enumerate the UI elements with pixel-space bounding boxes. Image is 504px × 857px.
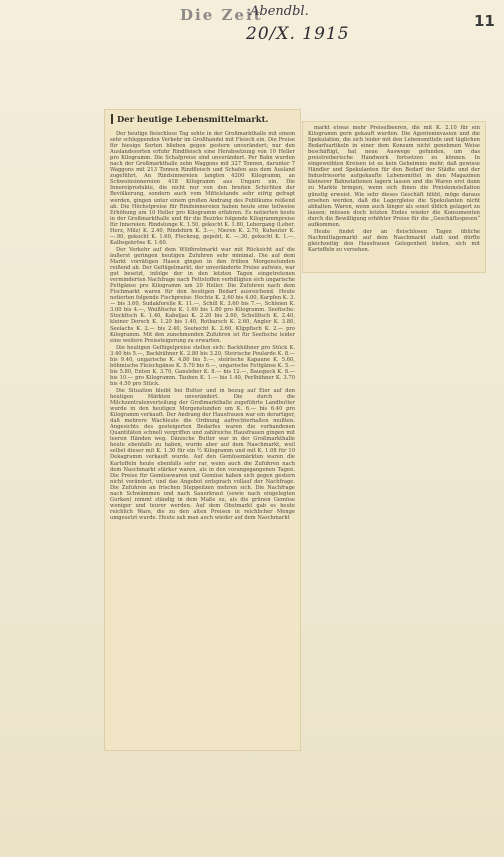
article-left-column <box>105 128 300 525</box>
paragraph: Die Situation bleibt bei Butter und in bezug auf Eier auf den heutigen Märkten unverändert. Die durch die Milchzentralenverteilung der Großmarkthalle zugeführte Landbutter wurde in den heutigen Morgenstunden um K. 6.— bis 6.40 pro Kilogramm verkauft. Der Andrang der Hausfrauen war ein derartiger, daß mehrere Wachleute die Ordnung aufrechterhalten mußten. Angesichts des gesteigerten Bedarfes waren die vorhandenen Quantitäten schnell vergriffen und zahlreiche Hausfrauen gingen mit leeren Händen weg. Dänische Butter war in der Großmarkthalle heute ebenfalls zu haben, wurde aber auf dem Naschmarkt, weil selbst dieser mit K. 1.30 für ein ½ Kilogramm und mit K. 1.08 für 10 Dekagramm verkauft wurde. Auf den Gemüsemärkten waren die Kartoffeln heute ebenfalls sehr rar, wenn auch die Zufuhren nach dem Naschmarkt stärker waren, als in den vorangegangenen Tagen. Die Preise für Gemüsewaren und Gemüse haben sich gegen gestern nicht verändert, und das Angebot entsprach vollauf der Nachfrage. Die Zufuhren an frischen Steppeilzen mehren sich. Die Nachfrage nach Schwämmen und nach Sauerkraut (sowie nach eingelegten Gurken) nimmt ständig in dem Maße zu, als die grünen Gemüse weniger und teurer werden. Auf dem Obstmarkt gab es heute reichlich Ware, die zu den alten Preisen in reichlicher Menge umgesetzt wurde. Heute sah man auch wieder auf dem Naschmarkt <box>110 387 295 521</box>
article-clipping-right <box>303 122 485 272</box>
handwritten-place-note: Abendbl. <box>250 4 309 19</box>
page-number: 11 <box>474 12 495 30</box>
paragraph: Der heutige fleischlose Tag sehte in der Großmarkthalle mit einem sehr schleppenden Verkehr im Großhandel mit Fleisch ein. Die Preise für hiesige Sorten blieben gegen gestern unverändert; nur den Auslandssorten erfuhr Rindfleisch eine Herabsetzung von 10 Heller pro Kilogramm. Die Schafpreise sind unverändert. Per Bahn wurden nach der Großmarkthalle zehn Waggons mit 327 Tonnen, darunter 7 Waggons mit 213 Tonnen Rindfleisch und Schafen aus dem Ausland zugeführt. An Rindsinnereien langten 4200 Kilogramm, an Schweinsinnereien 418 Kilogramm aus Ungarn ein. Die Innereiprodukte, die nicht nur von den breiten Schichten der Bevölkerung, sondern auch vom Mittelstande sehr eifrig gefragt werden, gingen unter einem großen Andrang des Publikums reißend ab. Die Höchstpreise für Rindsinnereien haben heute eine teilweise Erhöhung um 10 Heller pro Kilogramm erfahren. Es notierten heute in der Großmarkthalle und für die Bezirke folgende Kilogrammpreise für Innereien: Rindslunge K. 1.50, gekocht K. 1.80, Lebergang (Leber, Herz, Milz) K. 2.40, Rindshirn K. 3.—, Nieren K. 2.70, Kuheuter K. —.90, gekocht K. 1.60, Fleckzug, gepuht, K. —.30, gekocht K. 1.—, Kalbsgekröse K. 1.60. <box>110 131 295 246</box>
paragraph: Die heutigen Geflügelpreise stellen sich: Backhühner pro Stück K. 3.40 bis 5.—, Backhühner K. 2.80 bis 3.20, Steirische Poularde K. 8.— bis 9.40, ungarische K. 4.80 bis 5.—, steirische Kapaune K. 5.60, böhmische Fleischgänse K. 5.70 bis 6.—, ungarische Fettgänse K. 5.— bis 5.80, Enten K. 3.70, Gansleber K. 8.— bis 12.—, Bauspeck K. 8.— bis 10.— pro Kilogramm. Tauben K. 1.— bis 1.40, Perlhühner K. 3.70 bis 4.50 pro Stück. <box>110 344 295 387</box>
newspaper-masthead: Die Zeit <box>180 6 263 24</box>
paragraph: Der Verkehr auf dem Wildbretmarkt war mit Rücksicht auf die äußerst geringen heutigen Zufuhren sehr minimal. Die auf dem Markt vorrätigen Hasen gingen in den frühen Morgenstunden reißend ab. Der Geflügelmarkt, der unveränderte Preise aufwies, war gut besetzt, infolge der in den letzten Tagen eingetretenen verminderten Nachfrage nach Fettstoffen verbilligten sich ungarische Fettgänse pro Kilogramm um 20 Heller. Die Zufuhren nach dem Fischmarkt waren für den heutigen Bedarf ausreichend. Heute notierten folgende Fischpreise: Hechte K. 2.60 bis 4.00, Karpfen K. 3.— bis 3.60, Sudakforelle K. 11.—, Schill K. 3.60 bis 7.—, Schleien K. 3.00 bis 4.—, Weißfische K. 1.60 bis 1.80 pro Kilogramm. Seefische: Stockfisch K. 1.40, Kabeljau K. 2.20 bis 2.60, Schellfisch K. 2.40, kleiner Dorsch K. 1.20 bis 1.40, Rotbarsch K. 2.60, Angler K. 3.80, Seelachs K. 2.— bis 2.40, Seehecht K. 2.60, Klippfisch K. 2.— pro Kilogramm. Mit den zunehmenden Zufuhren ist für Seefische leider eine weitere Preissteigerung zu erwarten. <box>110 246 295 344</box>
paragraph: markt etwas mehr Preiselbeeren, die mit K. 2.10 für ein Kilogramm gern gekauft wurden. Die Agenteninvasion und die Spekulation, die sich leider mit den Lebensmitteln und täglichen Bedarfsartikeln in einer dem Konsum nicht genehmen Weise beschäftigt, hat neue Auswege gefunden, um das preistreiberische Handwerk fortsetzen zu können. In eingeweihten Kreisen ist es kein Geheimnis mehr, daß gewisse Händler und Spekulanten für den Bedarf der Städte und der Industriesorte aufgekaufte Lebensmittel in den Magazinen kleinerer Bahnstationen lagern lassen und die Waren erst dann zu Markte bringen, wenn sich ihnen die Preiskonstellation günstig erweist. Wie sehr dieses Geschäft blüht, möge daraus ersehen werden, daß die Lagergleise die Spekulanten nicht abhalten. Waren, wenn auch länger als sonst üblich gelagert zu lassen; müssen doch letzten Endes wieder die Konsumenten durch die Bewilligung erhöhter Preise für die „Geschäftsspesen“ aufkommen. <box>308 125 480 228</box>
article-clipping-left <box>105 110 300 750</box>
article-right-column <box>303 122 485 257</box>
article-headline: Der heutige Lebensmittelmarkt. <box>111 114 295 124</box>
paragraph: Heute findet der an fleischlosen Tagen übliche Nachmittagsmarkt auf dem Naschmarkt statt und dürfte gleichzeitig den Hausfrauen Gelegenheit bieten, sich mit Kartoffeln zu versehen. <box>308 228 480 253</box>
handwritten-date: 20/X. 1915 <box>246 24 350 44</box>
